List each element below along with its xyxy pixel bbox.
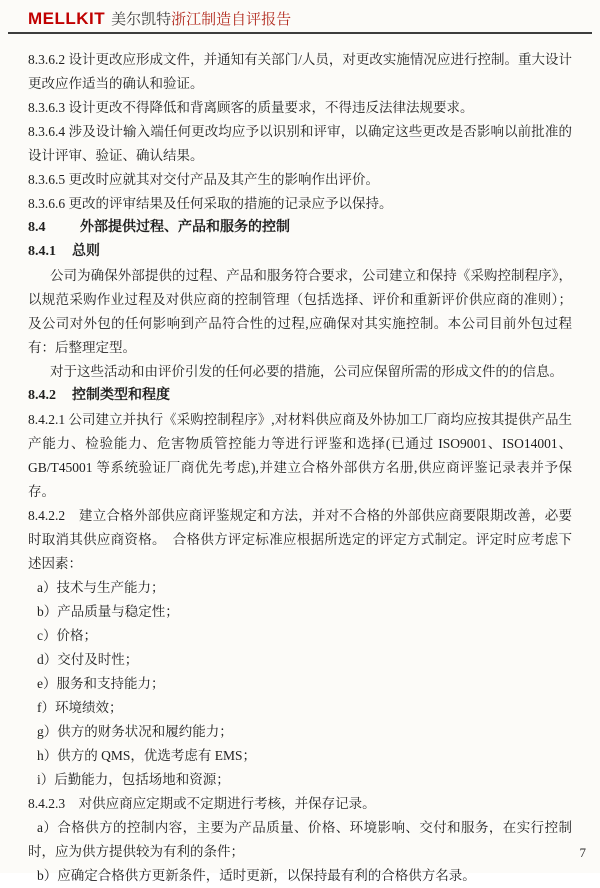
clause-8-4-2-2: 8.4.2.2 建立合格外部供应商评鉴规定和方法，并对不合格的外部供应商要限期改善，必要时取消其供应商资格。 合格供方评定标准应根据所选定的评定方式制定。评定时应考虑下述因素：	[28, 508, 572, 571]
factor-item-a: a）技术与生产能力；	[37, 580, 165, 595]
factor-item-b: b）产品质量与稳定性；	[37, 604, 179, 619]
clause-8-4-2-1: 8.4.2.1 公司建立并执行《采购控制程序》,对材料供应商及外协加工厂商均应按其提供产品生产能力、检验能力、危害物质管控能力等进行评鉴和选择(已通过 ISO9001、ISO14001、GB/T45001 等系统验证厂商优先考虑),并建立合格外部供方名册,供应商评鉴记录表并予保存。	[28, 412, 572, 499]
section-number: 8.4	[28, 220, 46, 235]
factor-item-e: e）服务和支持能力；	[37, 676, 165, 691]
factor-item-h: h）供方的 QMS，优选考虑有 EMS；	[37, 748, 257, 763]
clause-8-3-6-6: 8.3.6.6 更改的评审结果及任何采取的措施的记录应予以保持。	[28, 196, 393, 211]
section-number: 8.4.1	[28, 244, 56, 259]
factor-item-c: c）价格；	[37, 628, 97, 643]
page-number: 7	[579, 845, 586, 860]
section-heading-8-4-2	[28, 384, 572, 408]
section-title: 控制类型和程度	[72, 388, 170, 403]
clause-8-3-6-3: 8.3.6.3 设计更改不得降低和背离顾客的质量要求，不得违反法律法规要求。	[28, 100, 474, 115]
assess-item-b: b）应确定合格供方更新条件，适时更新，以保持最有利的合格供方名录。	[37, 868, 476, 883]
assess-item-a: a）合格供方的控制内容，主要为产品质量、价格、环境影响、交付和服务，在实行控制时，应为供方提供较为有利的条件；	[28, 820, 572, 859]
clause-8-4-2-3: 8.4.2.3 对供应商应定期或不定期进行考核，并保存记录。	[28, 796, 376, 811]
paragraph-general-2: 对于这些活动和由评价引发的任何必要的措施，公司应保留所需的形成文件的的信息。	[50, 364, 563, 379]
section-number: 8.4.2	[28, 388, 56, 403]
clause-8-3-6-4: 8.3.6.4 涉及设计输入端任何更改均应予以识别和评审，以确定这些更改是否影响以前批准的设计评审、验证、确认结果。	[28, 124, 572, 163]
company-name: 美尔凯特	[111, 12, 172, 28]
factor-item-g: g）供方的财务状况和履约能力；	[37, 724, 233, 739]
section-heading-8-4-1	[28, 240, 572, 264]
brand-logo-text: MELLKIT	[28, 9, 106, 28]
clause-8-3-6-2: 8.3.6.2 设计更改应形成文件，并通知有关部门/人员，对更改实施情况应进行控制。重大设计更改应作适当的确认和验证。	[28, 52, 572, 91]
clause-8-3-6-5: 8.3.6.5 更改时应就其对交付产品及其产生的影响作出评价。	[28, 172, 379, 187]
report-title: 浙江制造自评报告	[171, 12, 292, 28]
document-body	[28, 48, 572, 888]
factor-item-f: f）环境绩效；	[37, 700, 123, 715]
section-title: 外部提供过程、产品和服务的控制	[80, 220, 290, 235]
section-title: 总则	[72, 244, 100, 259]
section-heading-8-4	[28, 216, 572, 240]
factor-item-d: d）交付及时性；	[37, 652, 139, 667]
paragraph-general-1: 公司为确保外部提供的过程、产品和服务符合要求，公司建立和保持《采购控制程序》，以规范采购作业过程及对供应商的控制管理（包括选择、评价和重新评价供应商的准则）；及公司对外包的任何影响到产品符合性的过程,应确保对其实施控制。本公司目前外包过程有：后整理定型。	[28, 268, 572, 355]
report-header	[8, 0, 592, 34]
factor-item-i: i）后勤能力，包括场地和资源；	[37, 772, 230, 787]
